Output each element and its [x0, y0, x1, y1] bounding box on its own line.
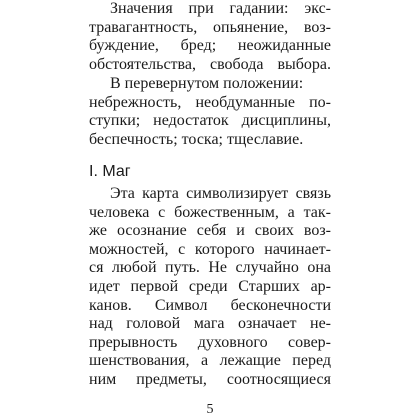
paragraph-line: над головой мага означает не-	[89, 315, 331, 333]
paragraph-line: человека с божественным, а так-	[89, 203, 331, 221]
paragraph-line: небрежность, необдуманные по-	[89, 93, 331, 111]
paragraph-line: идет первой среди Старших ар-	[89, 277, 331, 295]
section-heading: I. Маг	[89, 163, 131, 180]
reversed-meanings-paragraph	[89, 75, 331, 149]
paragraph-line: травагантность, опьянение, воз-	[89, 18, 331, 36]
paragraph-line: шенствования, а лежащие перед	[89, 352, 331, 370]
paragraph-line: канов. Символ бесконечности	[89, 296, 331, 314]
paragraph-line: обстоятельства, свобода выбора.	[89, 55, 331, 73]
paragraph-line: беспечность; тоска; тщеславие.	[89, 130, 304, 148]
paragraph-line: Эта карта символизирует связь	[110, 185, 331, 202]
paragraph-line: ступки; недостаток дисциплины,	[89, 112, 331, 130]
paragraph-line: прерывность духовного совер-	[89, 333, 331, 351]
paragraph-line: В перевернутом положении:	[110, 75, 304, 92]
page-number: 5	[206, 402, 214, 417]
magician-description-paragraph	[89, 185, 331, 390]
paragraph-line: ним предметы, соотносящиеся	[89, 370, 331, 388]
paragraph-line: ся любой путь. Не случайно она	[89, 259, 331, 277]
paragraph-line: же осознание себя и своих воз-	[89, 222, 331, 240]
divination-meanings-paragraph	[89, 0, 331, 74]
paragraph-line: буждение, бред; неожиданные	[89, 37, 331, 55]
paragraph-line: Значения при гадании: экс-	[110, 0, 331, 17]
paragraph-line: можностей, с которого начинает-	[89, 240, 331, 258]
